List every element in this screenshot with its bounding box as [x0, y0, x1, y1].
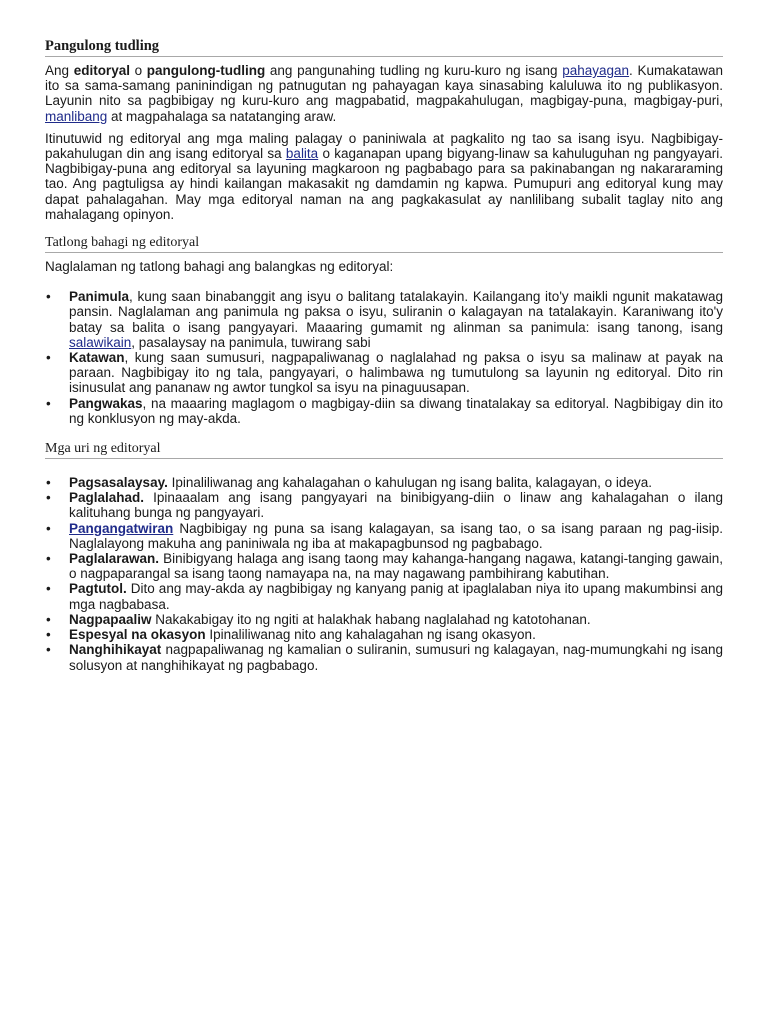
- bold-term-pangulong-tudling: pangulong-tudling: [146, 63, 266, 78]
- list-item-term: Nagpapaaliw: [69, 611, 152, 627]
- list-item-paglalarawan: [69, 551, 723, 581]
- list-item-text: , pasalaysay na panimula, tuwirang sabi: [131, 334, 371, 350]
- list-item-nanghihikayat: [69, 642, 723, 672]
- list-item-nagpapaaliw: [69, 612, 723, 627]
- list-tatlong-bahagi: [45, 289, 723, 426]
- link-pahayagan[interactable]: pahayagan: [562, 63, 630, 78]
- list-item-pagtutol: [69, 581, 723, 611]
- list-mga-uri: [45, 475, 723, 673]
- list-item-term: Paglalarawan.: [69, 551, 160, 567]
- list-item-term: Katawan: [69, 350, 125, 366]
- list-item-espesyal-na-okasyon: [69, 627, 723, 642]
- text-run: Ang: [45, 63, 74, 78]
- text-run: o: [129, 63, 147, 78]
- list-item-text: Ipinaliliwanag nito ang kahalagahan ng isang okasyon.: [205, 627, 536, 643]
- paragraph-intro: [45, 63, 723, 124]
- link-manlibang[interactable]: manlibang: [45, 108, 108, 124]
- text-run: o kaganapan upang bigyang-linaw sa kahuluguhan ng pangyayari. Nagbibigay-puna ang editoryal sa layuning magkaroon ng pagbabago para sa pakinabangan ng nakararaming tao. Ang pagtuligsa ay hindi kailangan makasakit ng damdamin ng kapwa. Pumupuri ang editoryal kung may dapat pahalagahan. May mga editoryal naman na ang pagkakasulat ay nanlilibang subalit taglay nito ang mahalagang opinyon.: [45, 146, 723, 222]
- list-item-pangangatwiran: [69, 521, 723, 551]
- section-heading-tatlong-bahagi: Tatlong bahagi ng editoryal: [45, 235, 723, 253]
- paragraph-second: [45, 131, 723, 222]
- list-item-pangwakas: [69, 396, 723, 426]
- list-item-text: Dito ang may-akda ay nagbibigay ng kanyang panig at ipaglalaban niya ito upang makumbinsi ang mga nagbabasa.: [69, 581, 723, 612]
- text-run: . Kumakatawan ito sa sama-samang paninindigan ng patnugutan ng pahayagan kaya sinasabing kaluluwa ito ng publikasyon. Layunin nito sa pagbibigay ng kuru-kuro ang magpabatid, magpakahulugan, magbigay-puna, magbigay-puri,: [45, 63, 724, 109]
- section-heading-mga-uri: Mga uri ng editoryal: [45, 441, 723, 459]
- link-pangangatwiran[interactable]: Pangangatwiran: [69, 520, 174, 536]
- list-item-term: Espesyal na okasyon: [69, 627, 206, 643]
- text-run: at magpahalaga sa natatanging araw.: [107, 108, 337, 124]
- list-item-term: Pangwakas: [69, 395, 143, 411]
- list-item-text: , kung saan sumusuri, nagpapaliwanag o naglalahad ng paksa o isyu sa malinaw at payak na paraan. Nagbibigay ito ng tala, pangyayari, o halimbawa ng tumutulong sa layunin ng editoryal. Dito rin isinusulat ang pananaw ng awtor tungkol sa isyu na pinaguusapan.: [69, 350, 723, 396]
- list-item-pagsasalaysay: [69, 475, 723, 490]
- bold-term-editoryal: editoryal: [73, 63, 130, 78]
- list-item-term: Pagtutol.: [69, 581, 127, 597]
- list-item-text: Nakakabigay ito ng ngiti at halakhak habang naglalahad ng katotohanan.: [151, 611, 591, 627]
- list-item-katawan: [69, 350, 723, 396]
- list-item-text: Binibigyang halaga ang isang taong may kahanga-hangang nagawa, katangi-tanging gawain, o nagpaparangal sa isang taong namayapa na, na may nagawang pambihirang kabutihan.: [69, 551, 723, 582]
- list-item-term: Panimula: [69, 289, 130, 305]
- paragraph-tatlong-bahagi-intro: Naglalaman ng tatlong bahagi ang balangkas ng editoryal:: [45, 259, 394, 275]
- list-item-term: Paglalahad.: [69, 490, 145, 506]
- text-run: Itinutuwid ng editoryal ang mga maling palagay o paniniwala at pagkalito ng tao sa isang isyu. Nagbibigay-pakahulugan din ang isang editoryal sa: [45, 130, 723, 162]
- link-salawikain[interactable]: salawikain: [69, 334, 132, 350]
- list-item-text: , kung saan binabanggit ang isyu o balitang tatalakayin. Kailangang ito'y maikli ngunit makatawag pansin. Naglalaman ang panimula ng paksa o isyu, suliranin o kalagayan na tatalakayin. Karaniwang ito'y batay sa balita o isang pangyayari. Maaaring gumamit ng alinman sa panimula: isang tanong, isang: [69, 289, 723, 335]
- section-heading-pangulong-tudling: Pangulong tudling: [45, 38, 723, 57]
- list-item-text: Nagbibigay ng puna sa isang kalagayan, sa isang tao, o sa isang paraan ng pag-iisip. Naglalayong makuha ang paniniwala ng iba at makapagbunsod ng pagbabago.: [69, 520, 723, 551]
- list-item-paglalahad: [69, 490, 723, 520]
- list-item-text: , na maaaring maglagom o magbigay-diin sa diwang tinatalakay sa editoryal. Nagbibigay din ito ng konklusyon ng may-akda.: [69, 395, 723, 426]
- text-run: ang pangunahing tudling ng kuru-kuro ng isang: [265, 63, 563, 78]
- link-balita[interactable]: balita: [285, 146, 319, 162]
- list-item-text: nagpapaliwanag ng kamalian o suliranin, sumusuri ng kalagayan, nag-mumungkahi ng isang solusyon at nanghihikayat ng pagbabago.: [69, 642, 723, 673]
- list-item-term: Pagsasalaysay.: [69, 475, 168, 491]
- list-item-text: Ipinaaalam ang isang pangyayari na binibigyang-diin o linaw ang kahalagahan o ilang kalituhang bunga ng pangyayari.: [69, 490, 723, 521]
- list-item-panimula: [69, 289, 723, 350]
- list-item-term: Nanghihikayat: [69, 642, 162, 658]
- list-item-text: Ipinaliliwanag ang kahalagahan o kahulugan ng isang balita, kalagayan, o ideya.: [167, 475, 652, 491]
